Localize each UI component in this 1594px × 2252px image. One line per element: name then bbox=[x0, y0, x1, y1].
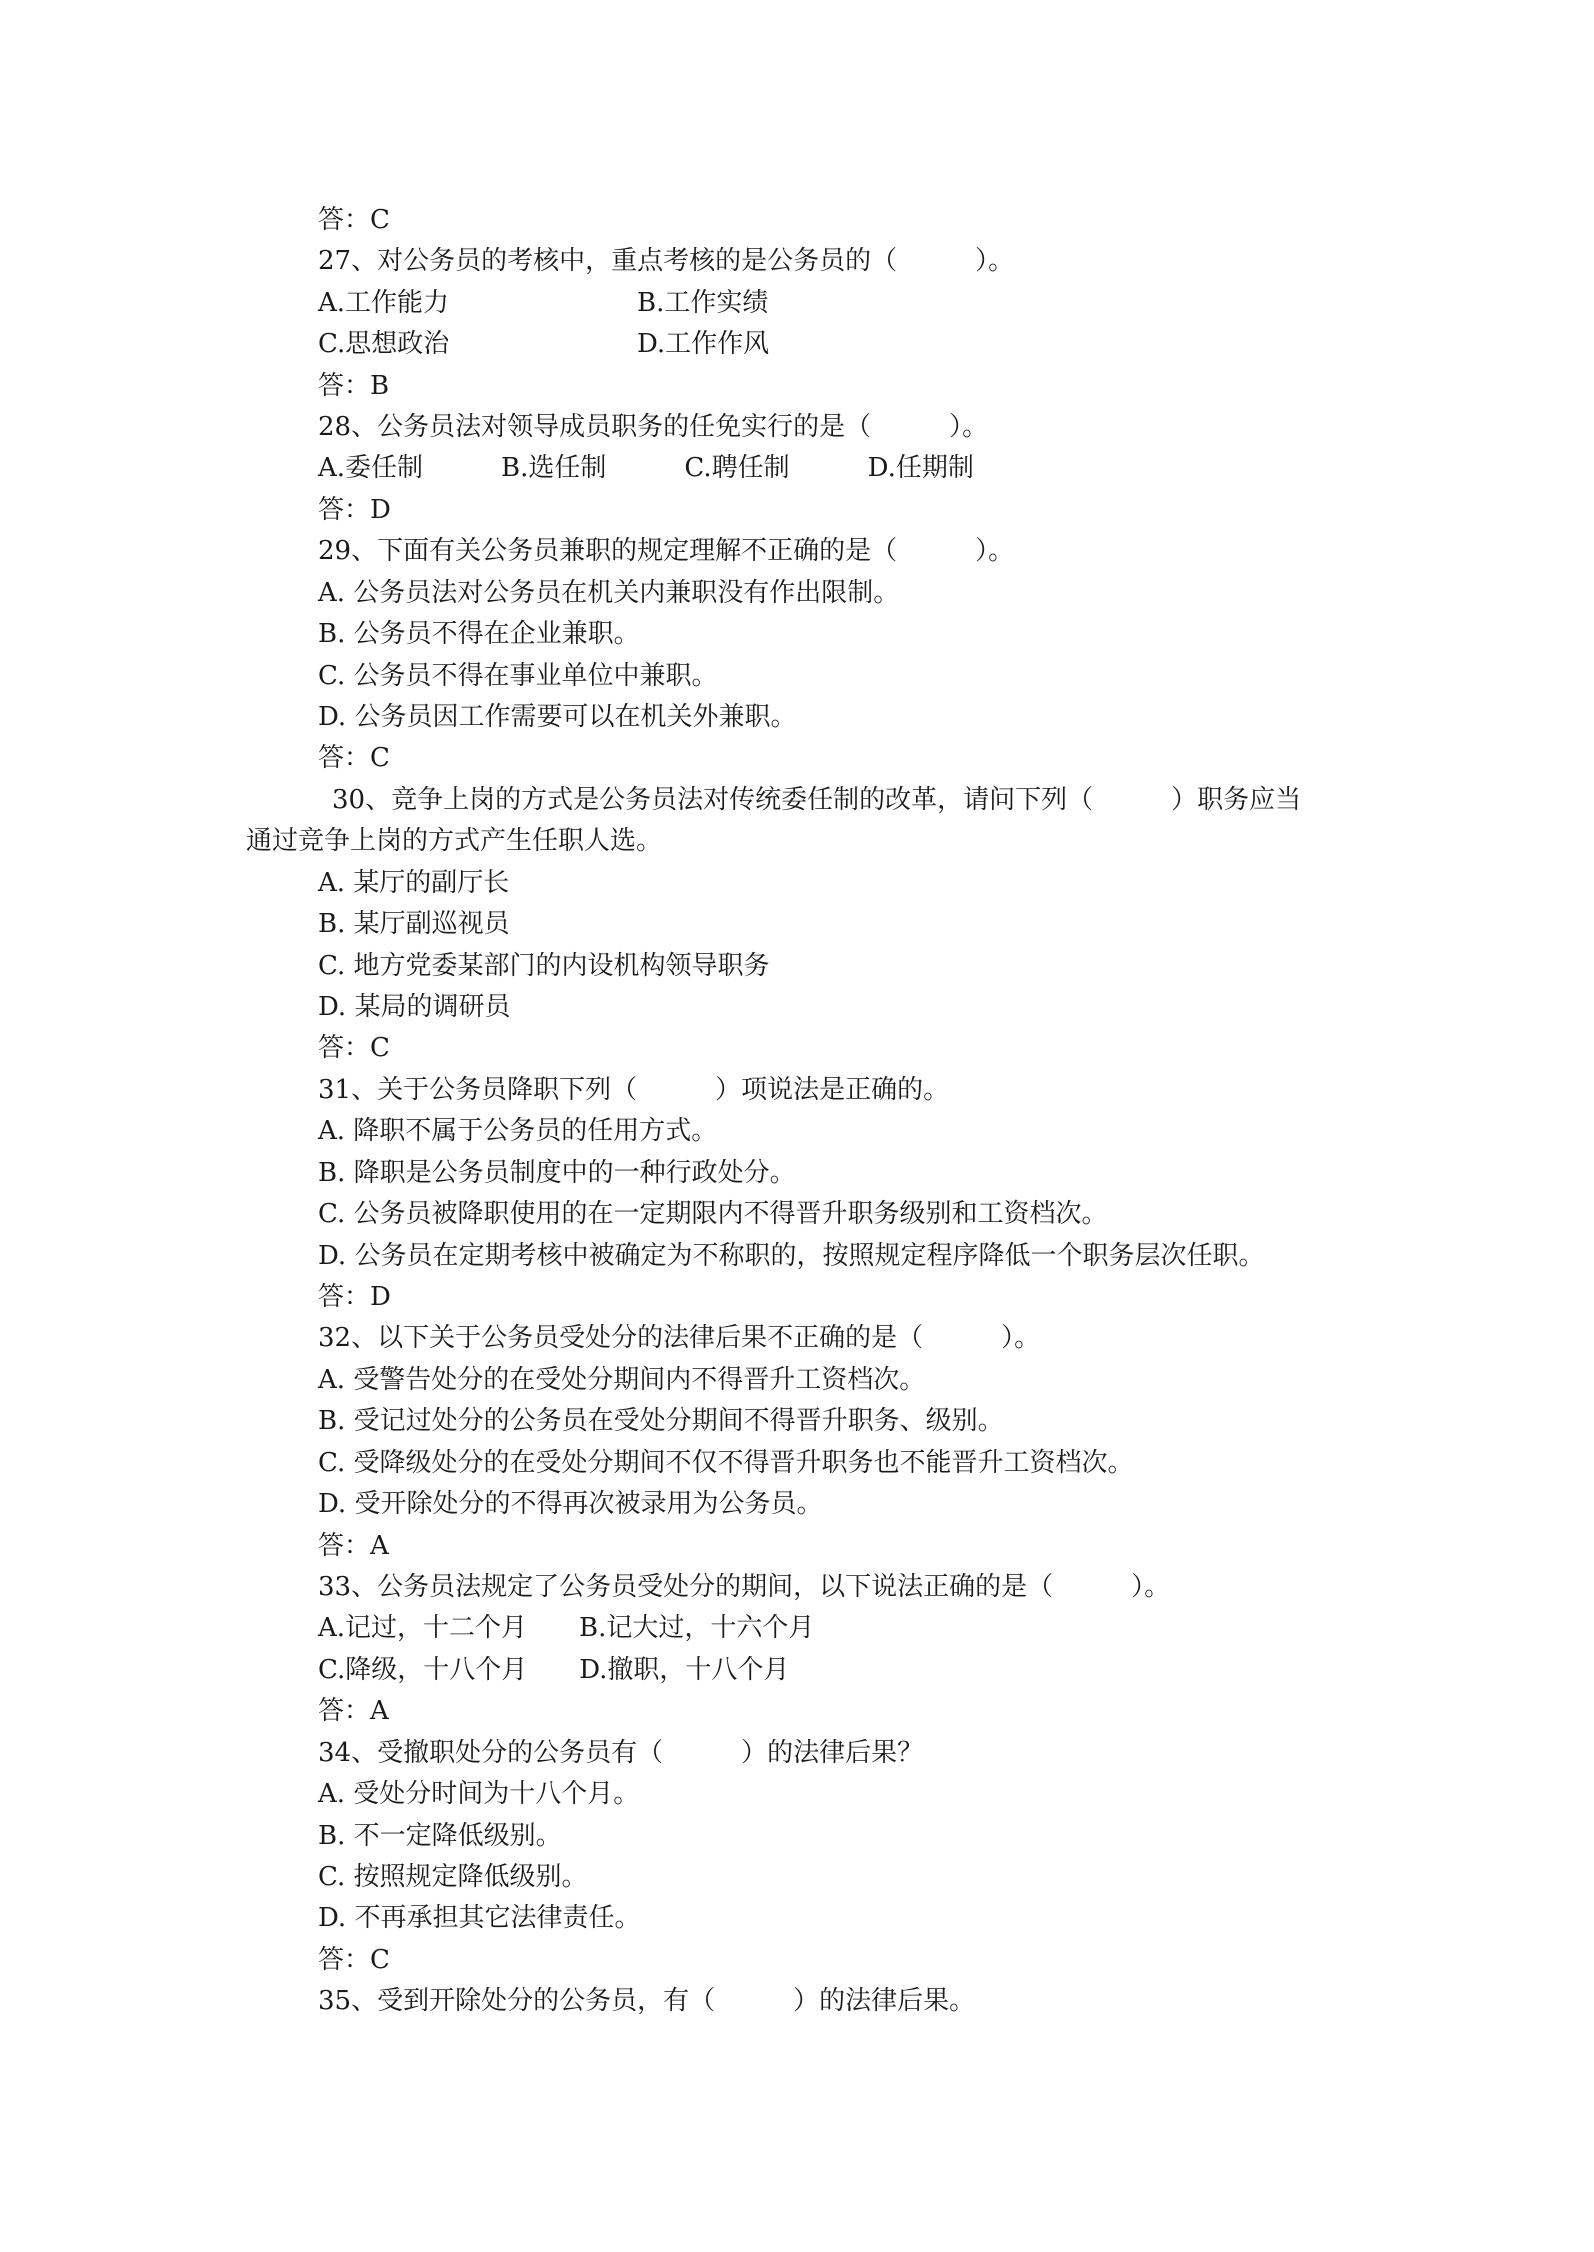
question-32-stem: 32、以下关于公务员受处分的法律后果不正确的是（ ）。 bbox=[318, 1323, 1041, 1353]
q32-option-b: B. 受记过处分的公务员在受处分期间不得晋升职务、级别。 bbox=[318, 1406, 1004, 1436]
question-28-stem: 28、公务员法对领导成员职务的任免实行的是（ ）。 bbox=[318, 412, 989, 442]
question-30-stem-line-1: 30、竞争上岗的方式是公务员法对传统委任制的改革，请问下列（ ）职务应当 bbox=[332, 785, 1302, 815]
question-35-stem: 35、受到开除处分的公务员，有（ ）的法律后果。 bbox=[318, 1986, 976, 2016]
q29-option-b: B. 公务员不得在企业兼职。 bbox=[318, 619, 640, 649]
question-27-stem: 27、对公务员的考核中，重点考核的是公务员的（ ）。 bbox=[318, 246, 1015, 276]
question-33-stem: 33、公务员法规定了公务员受处分的期间，以下说法正确的是（ ）。 bbox=[318, 1572, 1171, 1602]
q33-options-line-1: A.记过，十二个月 B.记大过，十六个月 bbox=[318, 1613, 815, 1643]
q29-option-d: D. 公务员因工作需要可以在机关外兼职。 bbox=[318, 702, 797, 732]
q30-option-c: C. 地方党委某部门的内设机构领导职务 bbox=[318, 951, 770, 981]
q30-option-d: D. 某局的调研员 bbox=[318, 992, 511, 1022]
answer-31: 答：D bbox=[318, 1282, 391, 1312]
q31-option-d: D. 公务员在定期考核中被确定为不称职的，按照规定程序降低一个职务层次任职。 bbox=[318, 1241, 1265, 1271]
q27-option-a: A.工作能力 bbox=[318, 288, 450, 318]
q27-option-d: D.工作作风 bbox=[637, 329, 770, 359]
q32-option-d: D. 受开除处分的不得再次被录用为公务员。 bbox=[318, 1489, 823, 1519]
q31-option-c: C. 公务员被降职使用的在一定期限内不得晋升职务级别和工资档次。 bbox=[318, 1199, 1108, 1229]
question-31-stem: 31、关于公务员降职下列（ ）项说法是正确的。 bbox=[318, 1075, 950, 1105]
q30-option-b: B. 某厅副巡视员 bbox=[318, 909, 510, 939]
q30-option-a: A. 某厅的副厅长 bbox=[318, 868, 510, 898]
q34-option-a: A. 受处分时间为十八个月。 bbox=[318, 1779, 640, 1809]
answer-29: 答：C bbox=[318, 743, 390, 773]
q33-options-line-2: C.降级，十八个月 D.撤职，十八个月 bbox=[318, 1655, 790, 1685]
answer-26: 答：C bbox=[318, 205, 390, 235]
q34-option-b: B. 不一定降低级别。 bbox=[318, 1821, 562, 1851]
q31-option-b: B. 降职是公务员制度中的一种行政处分。 bbox=[318, 1158, 796, 1188]
q34-option-c: C. 按照规定降低级别。 bbox=[318, 1862, 588, 1892]
answer-28: 答：D bbox=[318, 495, 391, 525]
answer-34: 答：C bbox=[318, 1945, 390, 1975]
q29-option-a: A. 公务员法对公务员在机关内兼职没有作出限制。 bbox=[318, 578, 900, 608]
q32-option-c: C. 受降级处分的在受处分期间不仅不得晋升职务也不能晋升工资档次。 bbox=[318, 1448, 1134, 1478]
q29-option-c: C. 公务员不得在事业单位中兼职。 bbox=[318, 661, 718, 691]
answer-30: 答：C bbox=[318, 1033, 390, 1063]
answer-32: 答：A bbox=[318, 1531, 389, 1561]
answer-33: 答：A bbox=[318, 1696, 389, 1726]
q27-option-c: C.思想政治 bbox=[318, 329, 450, 359]
question-30-stem-line-2: 通过竞争上岗的方式产生任职人选。 bbox=[246, 826, 663, 856]
q28-options: A.委任制 B.选任制 C.聘任制 D.任期制 bbox=[318, 453, 974, 483]
q32-option-a: A. 受警告处分的在受处分期间内不得晋升工资档次。 bbox=[318, 1365, 926, 1395]
question-29-stem: 29、下面有关公务员兼职的规定理解不正确的是（ ）。 bbox=[318, 536, 1015, 566]
q27-option-b: B.工作实绩 bbox=[637, 288, 769, 318]
question-34-stem: 34、受撤职处分的公务员有（ ）的法律后果？ bbox=[318, 1738, 924, 1768]
answer-27: 答：B bbox=[318, 371, 390, 401]
q31-option-a: A. 降职不属于公务员的任用方式。 bbox=[318, 1116, 718, 1146]
q34-option-d: D. 不再承担其它法律责任。 bbox=[318, 1903, 641, 1933]
